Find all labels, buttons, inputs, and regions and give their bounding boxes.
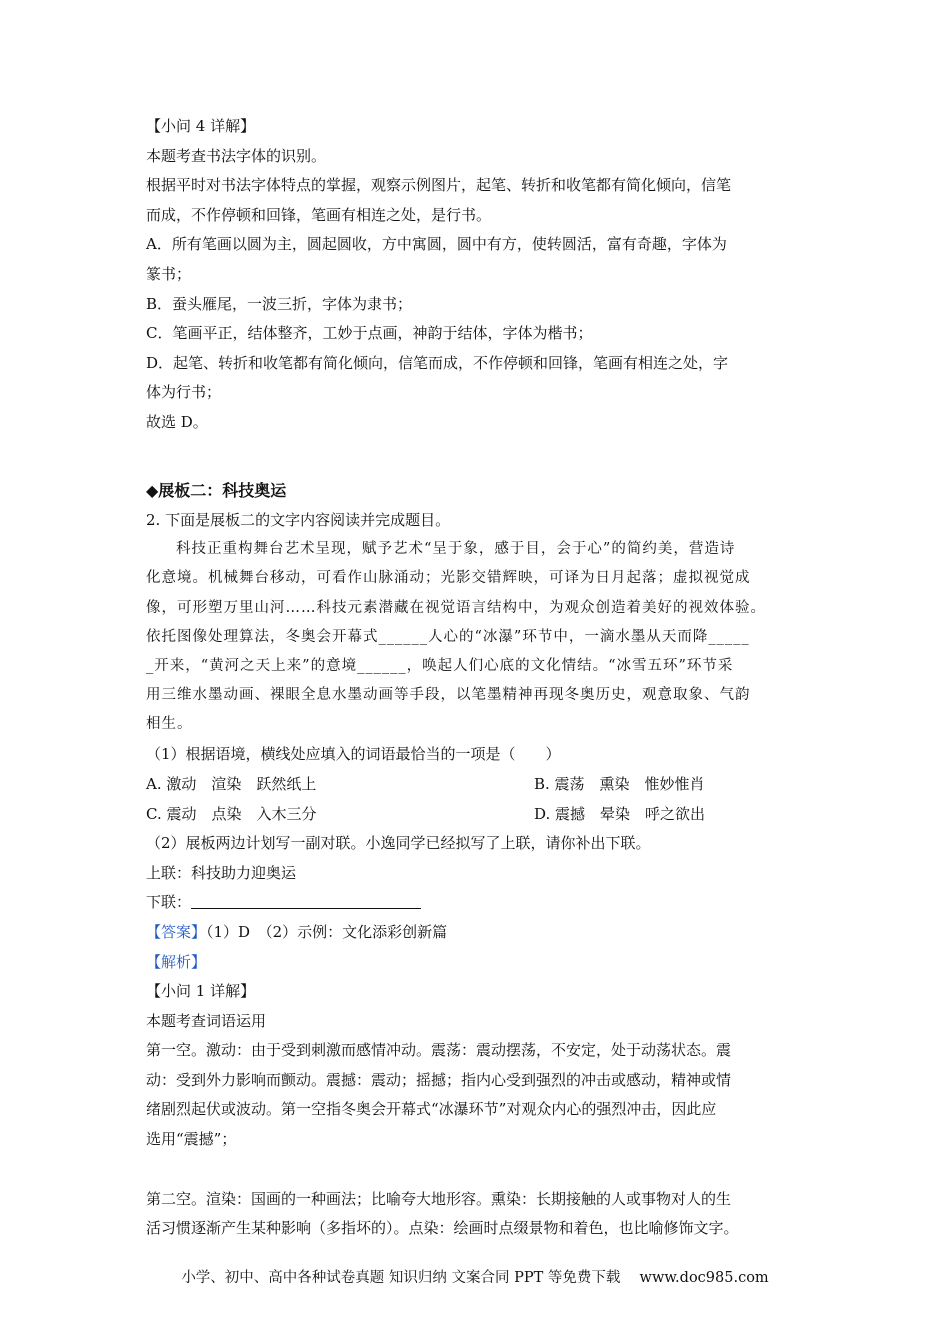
- question-intro: 2. 下面是展板二的文字内容阅读并完成题目。: [146, 510, 451, 529]
- section4-line-8: D．起笔、转折和收笔都有简化倾向，信笔而成，不作停顿和回锋，笔画有相连之处，字: [146, 353, 729, 372]
- panel2-heading: ◆展板二：科技奥运: [146, 480, 287, 500]
- passage-line-4: 依托图像处理算法，冬奥会开幕式______人心的“冰瀑”环节中，一滴水墨从天而降_____: [146, 628, 750, 645]
- upper-couplet: 上联：科技助力迎奥运: [146, 863, 297, 882]
- page-footer: 小学、初中、高中各种试卷真题 知识归纳 文案合同 PPT 等免费下载 www.doc985.com: [181, 1270, 769, 1286]
- section4-line-10: 故选 D。: [146, 412, 208, 431]
- answer-blank: [191, 892, 421, 909]
- question-2: （2）展板两边计划写一副对联。小逸同学已经拟写了上联，请你补出下联。: [146, 834, 651, 853]
- passage: [146, 535, 816, 739]
- lower-couplet-label: 下联：: [146, 893, 192, 912]
- option-a: A. 激动 渲染 跃然纸上: [146, 775, 317, 794]
- section4-line-3: 而成，不作停顿和回锋，笔画有相连之处，是行书。: [146, 205, 492, 224]
- blank2-line-1: 第二空。渲染：国画的一种画法；比喻夸大地形容。熏染：长期接触的人或事物对人的生: [146, 1189, 732, 1208]
- section1-line-2: 第一空。激动：由于受到刺激而感情冲动。震荡：震动摆荡，不安定，处于动荡状态。震: [146, 1041, 732, 1060]
- section4-line-9: 体为行书；: [146, 383, 222, 402]
- section1-line-5: 选用“震撼”；: [146, 1130, 237, 1149]
- section1-line-1: 本题考查词语运用: [146, 1011, 267, 1030]
- section4-line-6: B．蚕头雁尾，一波三折，字体为隶书；: [146, 294, 413, 313]
- question-1: （1）根据语境，横线处应填入的词语最恰当的一项是（ ）: [146, 744, 561, 763]
- passage-line-2: 化意境。机械舞台移动，可看作山脉涌动；光影交错辉映，可译为日月起落；虚拟视觉成: [146, 570, 751, 587]
- section1-line-3: 动：受到外力影响而颤动。震撼：震动；摇撼；指内心受到强烈的冲击或感动，精神或情: [146, 1070, 732, 1089]
- section4-title: 【小问 4 详解】: [146, 117, 256, 135]
- section4-line-2: 根据平时对书法字体特点的掌握，观察示例图片，起笔、转折和收笔都有简化倾向，信笔: [146, 176, 732, 195]
- document-body: [146, 112, 816, 1244]
- section4-line-7: C．笔画平正，结体整齐，工妙于点画，神韵于结体，字体为楷书；: [146, 324, 593, 343]
- paragraph-gap: [146, 1155, 816, 1185]
- section4-line-5: 篆书；: [146, 264, 192, 283]
- options-row-1: [146, 769, 816, 799]
- section1-line-4: 绪剧烈起伏或波动。第一空指冬奥会开幕式“冰瀑环节”对观众内心的强烈冲击，因此应: [146, 1100, 717, 1119]
- passage-line-6: 用三维水墨动画、裸眼全息水墨动画等手段，以笔墨精神再现冬奥历史，观意取象、气韵: [146, 687, 751, 704]
- options-row-2: [146, 799, 816, 829]
- option-b: B. 震荡 熏染 惟妙惟肖: [534, 775, 705, 794]
- section-gap: [146, 438, 816, 476]
- answer-tag: 【答案】: [146, 922, 207, 941]
- passage-line-5: _开来，“黄河之天上来”的意境______，唤起人们心底的文化情结。“冰雪五环”环节采: [146, 657, 734, 674]
- blank2-line-2: 活习惯逐渐产生某种影响（多指坏的）。点染：绘画时点缀景物和着色，也比喻修饰文字。: [146, 1219, 739, 1238]
- passage-line-1: 科技正重构舞台艺术呈现，赋予艺术“呈于象，感于目，会于心”的简约美，营造诗: [176, 541, 736, 558]
- passage-line-7: 相生。: [146, 716, 193, 733]
- option-c: C. 震动 点染 入木三分: [146, 805, 317, 824]
- passage-line-3: 像，可形塑万里山河……科技元素潜藏在视觉语言结构中，为观众创造着美好的视效体验。: [146, 599, 766, 616]
- analysis-tag: 【解析】: [146, 952, 207, 971]
- section4-line-4: A．所有笔画以圆为主，圆起圆收，方中寓圆，圆中有方，使转圆活，富有奇趣，字体为: [146, 235, 727, 254]
- lower-couplet: [146, 888, 816, 918]
- section1-title: 【小问 1 详解】: [146, 982, 256, 1001]
- answer-text: （1）D （2）示例：文化添彩创新篇: [206, 922, 448, 941]
- answer-line: [146, 918, 816, 948]
- section4-line-1: 本题考查书法字体的识别。: [146, 146, 327, 165]
- option-d: D. 震撼 晕染 呼之欲出: [534, 805, 706, 824]
